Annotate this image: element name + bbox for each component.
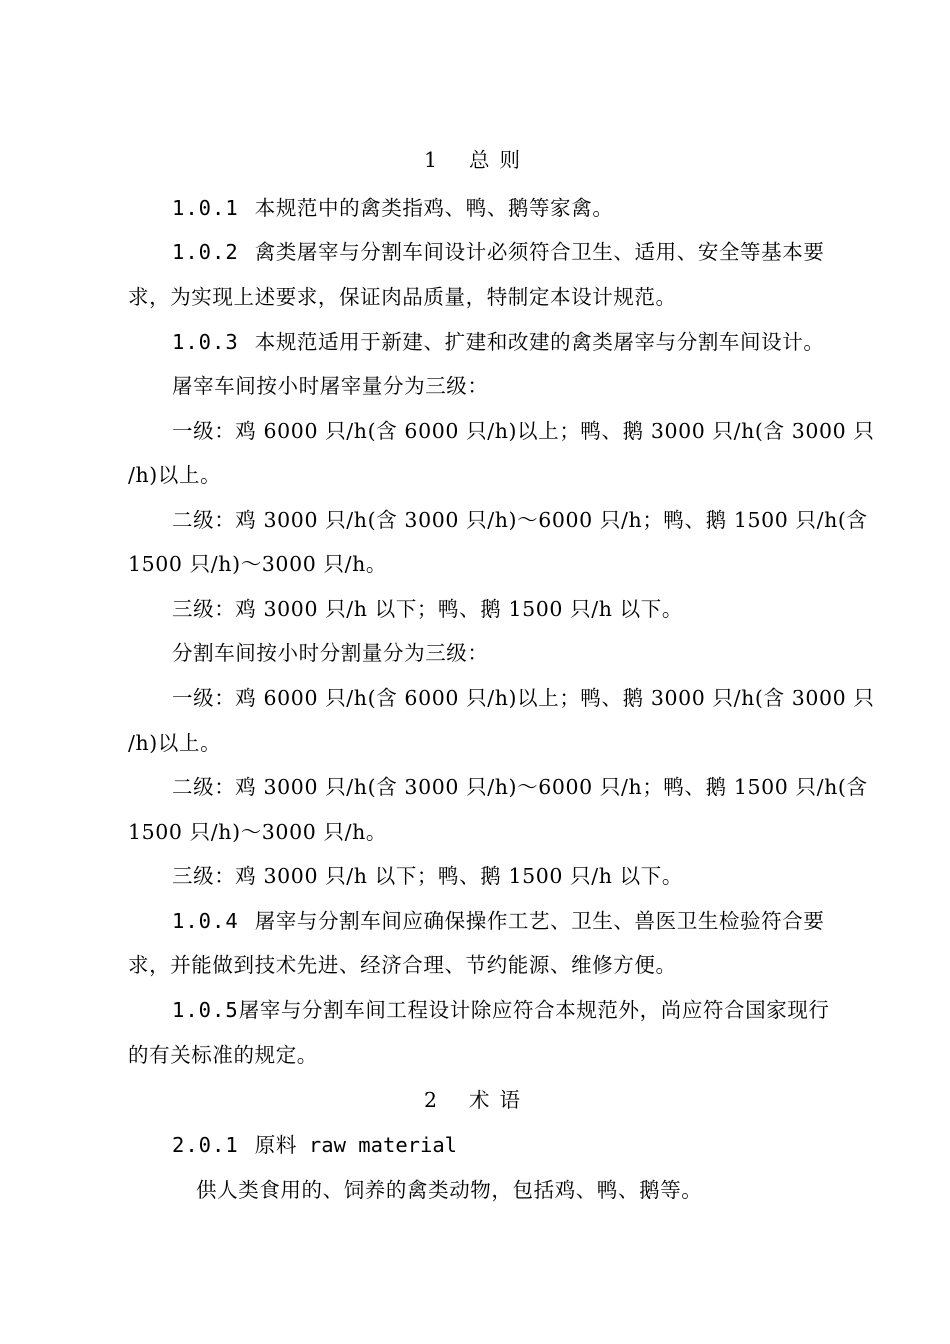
clause-number: 1.0.4: [172, 909, 239, 933]
slaughter-grade-1-continued: /h)以上。: [128, 463, 222, 487]
section-title-char: 语: [499, 1088, 523, 1112]
clause-number: 1.0.5: [172, 998, 239, 1022]
clause-text: 本规范中的禽类指鸡、鸭、鹅等家禽。: [254, 196, 614, 220]
clause-text: 屠宰与分割车间应确保操作工艺、卫生、兽医卫生检验符合要: [254, 909, 825, 933]
cutting-grade-2-continued: 1500 只/h)～3000 只/h。: [128, 820, 387, 844]
clause-number: 1.0.2: [172, 240, 239, 264]
clause-text: 屠宰与分割车间工程设计除应符合本规范外，尚应符合国家现行: [238, 998, 830, 1022]
clause-1-0-4: [172, 907, 872, 935]
cutting-grade-intro: 分割车间按小时分割量分为三级：: [172, 641, 489, 665]
clause-1-0-4-continued: 求，并能做到技术先进、经济合理、节约能源、维修方便。: [128, 953, 677, 977]
section-title-char: 术: [469, 1088, 492, 1112]
cutting-grade-1: 一级：鸡 6000 只/h(含 6000 只/h)以上；鸭、鹅 3000 只/h(含 3000 只: [172, 686, 875, 710]
slaughter-grade-2-continued: 1500 只/h)～3000 只/h。: [128, 552, 387, 576]
cutting-grade-2: 二级：鸡 3000 只/h(含 3000 只/h)～6000 只/h；鸭、鹅 1500 只/h(含: [172, 775, 868, 799]
slaughter-grade-2: 二级：鸡 3000 只/h(含 3000 只/h)～6000 只/h；鸭、鹅 1500 只/h(含: [172, 508, 868, 532]
clause-number: 2.0.1: [172, 1133, 239, 1157]
clause-number: 1.0.1: [172, 196, 239, 220]
cutting-grade-3: 三级：鸡 3000 只/h 以下；鸭、鹅 1500 只/h 以下。: [172, 864, 683, 888]
cutting-grade-1-continued: /h)以上。: [128, 731, 222, 755]
clause-1-0-2: [172, 238, 872, 266]
clause-1-0-5: [172, 996, 872, 1024]
clause-2-0-1: [172, 1131, 872, 1159]
clause-text: 本规范适用于新建、扩建和改建的禽类屠宰与分割车间设计。: [254, 330, 825, 354]
section-heading-2: [0, 1086, 950, 1114]
clause-1-0-3: [172, 328, 872, 356]
clause-text: 禽类屠宰与分割车间设计必须符合卫生、适用、安全等基本要: [254, 240, 825, 264]
slaughter-grade-3: 三级：鸡 3000 只/h 以下；鸭、鹅 1500 只/h 以下。: [172, 597, 683, 621]
clause-1-0-5-continued: 的有关标准的规定。: [128, 1043, 318, 1067]
term-definition: 供人类食用的、饲养的禽类动物，包括鸡、鸭、鹅等。: [196, 1178, 703, 1202]
slaughter-grade-intro: 屠宰车间按小时屠宰量分为三级：: [172, 374, 489, 398]
section-number: 1: [423, 148, 440, 172]
slaughter-grade-1: 一级：鸡 6000 只/h(含 6000 只/h)以上；鸭、鹅 3000 只/h(含 3000 只: [172, 419, 875, 443]
term-english: raw material: [308, 1133, 458, 1157]
section-title-char: 则: [499, 148, 523, 172]
clause-number: 1.0.3: [172, 330, 239, 354]
section-title-char: 总: [469, 148, 492, 172]
term: 原料: [254, 1133, 297, 1157]
section-number: 2: [423, 1088, 440, 1112]
clause-1-0-1: [172, 194, 872, 222]
clause-1-0-2-continued: 求，为实现上述要求，保证肉品质量，特制定本设计规范。: [128, 285, 677, 309]
section-heading-1: [0, 146, 950, 174]
